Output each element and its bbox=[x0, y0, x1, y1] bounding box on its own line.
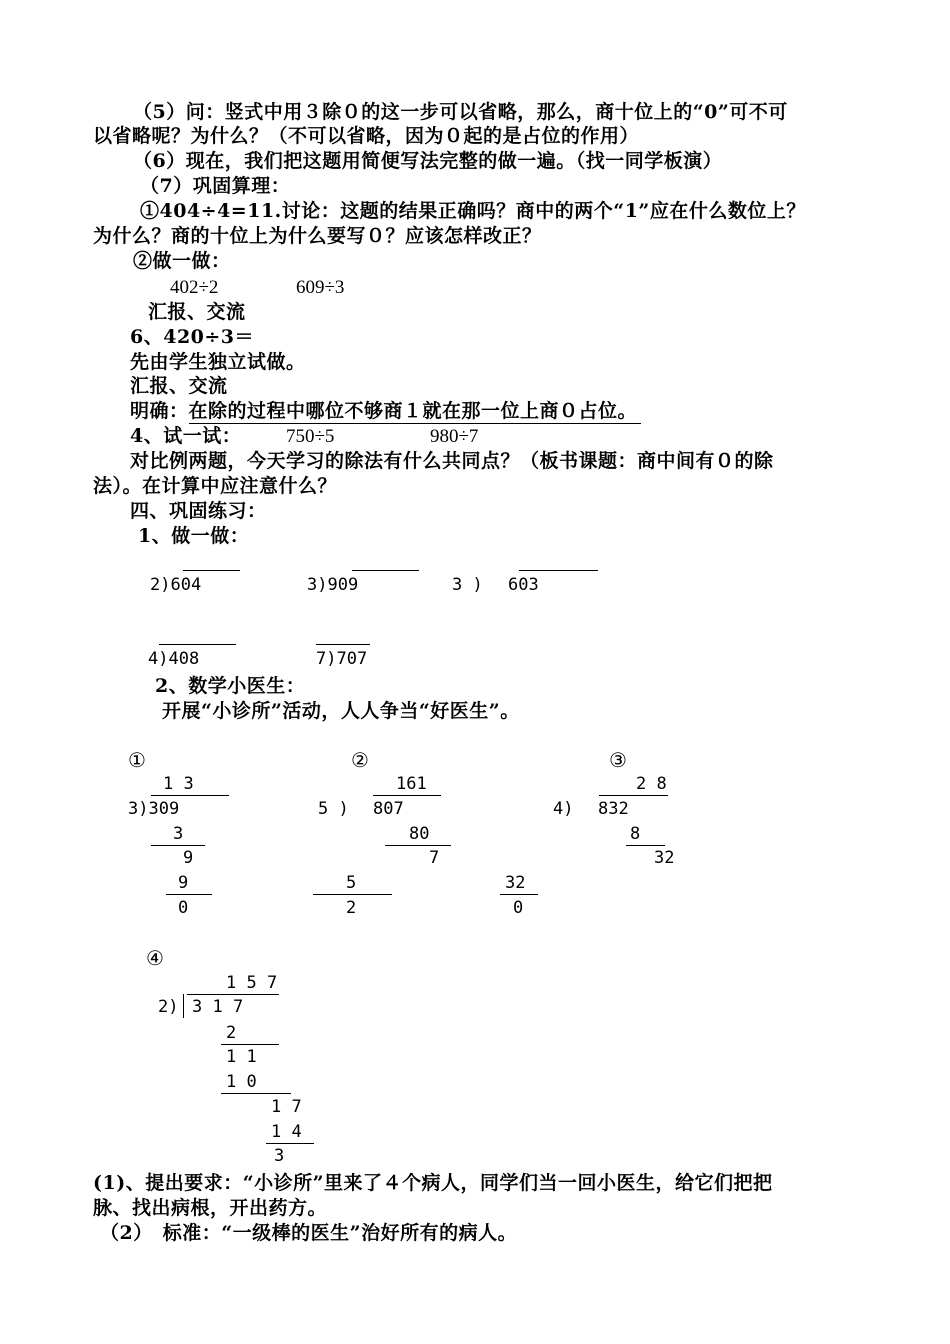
remainder: 1 7 bbox=[271, 1097, 302, 1117]
text-line: 4、试一试： bbox=[130, 425, 242, 447]
subtract-line bbox=[500, 894, 538, 895]
division-dividend: 603 bbox=[508, 575, 539, 595]
divisor: 5 ) bbox=[318, 799, 349, 819]
remainder: 32 bbox=[654, 848, 675, 868]
division-bar bbox=[352, 570, 419, 571]
remainder: 7 bbox=[429, 848, 440, 868]
remainder: 3 bbox=[274, 1146, 285, 1166]
remainder: 9 bbox=[183, 848, 194, 868]
subtrahend: 9 bbox=[178, 873, 189, 893]
label: 明确： bbox=[130, 400, 189, 422]
remainder: 1 1 bbox=[226, 1047, 257, 1067]
division-bar bbox=[151, 795, 229, 796]
division-bar bbox=[159, 644, 236, 645]
text-line: (1)、提出要求：“小诊所”里来了４个病人，同学们当一回小医生，给它们把把 bbox=[93, 1172, 773, 1194]
divisor: 2) bbox=[158, 997, 179, 1017]
text-line: 以省略呢？为什么？（不可以省略，因为０起的是占位的作用） bbox=[93, 125, 640, 147]
division-problem: 3)309 bbox=[128, 799, 180, 819]
dividend: 3 1 7 bbox=[192, 997, 244, 1017]
text-line: 对比例两题，今天学习的除法有什么共同点？（板书课题：商中间有０的除 bbox=[130, 450, 774, 472]
text-line: 脉、找出病根，开出药方。 bbox=[93, 1197, 328, 1219]
subtrahend: 5 bbox=[346, 873, 357, 893]
text-line: （6）现在，我们把这题用简便写法完整的做一遍。（找一同学板演） bbox=[133, 150, 723, 172]
circled-number-4: ④ bbox=[146, 946, 164, 970]
subtract-line bbox=[266, 1143, 314, 1144]
text-line: ②做一做： bbox=[133, 250, 231, 272]
quotient: 1 3 bbox=[163, 774, 194, 794]
division-problem: 4)408 bbox=[148, 649, 200, 669]
text-line: 汇报、交流 bbox=[130, 375, 228, 397]
subtrahend: 1 0 bbox=[226, 1072, 257, 1092]
text-line: 6、420÷3＝ bbox=[130, 326, 255, 348]
division-bar bbox=[599, 795, 668, 796]
subtract-line bbox=[166, 894, 212, 895]
remainder: 0 bbox=[178, 898, 189, 918]
division-bar bbox=[183, 570, 240, 571]
subtract-line bbox=[221, 1093, 291, 1094]
text-line: 四、巩固练习： bbox=[130, 500, 267, 522]
text-line: ①404÷4=11.讨论：这题的结果正确吗？商中的两个“1”应在什么数位上？ bbox=[140, 200, 806, 222]
underlined-text: 在除的过程中哪位不够商１就在那一位上商０占位。 bbox=[189, 400, 642, 424]
subtract-line bbox=[313, 894, 392, 895]
circled-number-1: ① bbox=[128, 748, 146, 772]
text-line: 2、数学小医生： bbox=[155, 675, 306, 697]
quotient: 1 5 7 bbox=[226, 973, 278, 993]
expression: 750÷5 bbox=[286, 426, 335, 447]
subtract-line bbox=[151, 845, 205, 846]
dividend: 832 bbox=[598, 799, 629, 819]
expression: 980÷7 bbox=[430, 426, 479, 447]
subtrahend: 80 bbox=[409, 824, 430, 844]
text-line: 1、做一做： bbox=[138, 525, 250, 547]
remainder: 0 bbox=[513, 898, 524, 918]
division-problem: 7)707 bbox=[316, 649, 368, 669]
text-line: 先由学生独立试做。 bbox=[130, 351, 306, 373]
dividend: 807 bbox=[373, 799, 404, 819]
text-line: 为什么？商的十位上为什么要写０？应该怎样改正？ bbox=[93, 225, 542, 247]
division-bar bbox=[316, 644, 370, 645]
division-problem: 3)909 bbox=[307, 575, 359, 595]
subtrahend: 8 bbox=[630, 824, 641, 844]
subtrahend: 32 bbox=[505, 873, 526, 893]
text-line bbox=[130, 402, 641, 421]
text-line: 法）。在计算中应注意什么？ bbox=[93, 475, 338, 497]
division-bracket bbox=[183, 994, 184, 1018]
divisor: 4) bbox=[553, 799, 574, 819]
quotient: 161 bbox=[396, 774, 427, 794]
division-bar bbox=[373, 795, 441, 796]
subtrahend: 1 4 bbox=[271, 1122, 302, 1142]
expression: 402÷2 bbox=[170, 277, 219, 298]
text-line: （2） 标准：“一级棒的医生”治好所有的病人。 bbox=[100, 1222, 518, 1244]
remainder: 2 bbox=[346, 898, 357, 918]
division-divisor: 3 ) bbox=[452, 575, 483, 595]
text-line: 汇报、交流 bbox=[148, 301, 246, 323]
subtract-line bbox=[385, 845, 451, 846]
quotient: 2 8 bbox=[636, 774, 667, 794]
division-bar bbox=[187, 994, 279, 995]
subtract-line bbox=[626, 845, 665, 846]
text-line: 开展“小诊所”活动，人人争当“好医生”。 bbox=[162, 700, 520, 722]
subtract-line bbox=[221, 1044, 279, 1045]
text-line: （7）巩固算理： bbox=[140, 175, 291, 197]
circled-number-3: ③ bbox=[609, 748, 627, 772]
division-bar bbox=[519, 570, 598, 571]
text-line: （5）问：竖式中用３除０的这一步可以省略，那么，商十位上的“0”可不可 bbox=[133, 101, 788, 123]
expression: 609÷3 bbox=[296, 277, 345, 298]
circled-number-2: ② bbox=[351, 748, 369, 772]
subtrahend: 2 bbox=[226, 1023, 237, 1043]
subtrahend: 3 bbox=[173, 824, 184, 844]
division-problem: 2)604 bbox=[150, 575, 202, 595]
